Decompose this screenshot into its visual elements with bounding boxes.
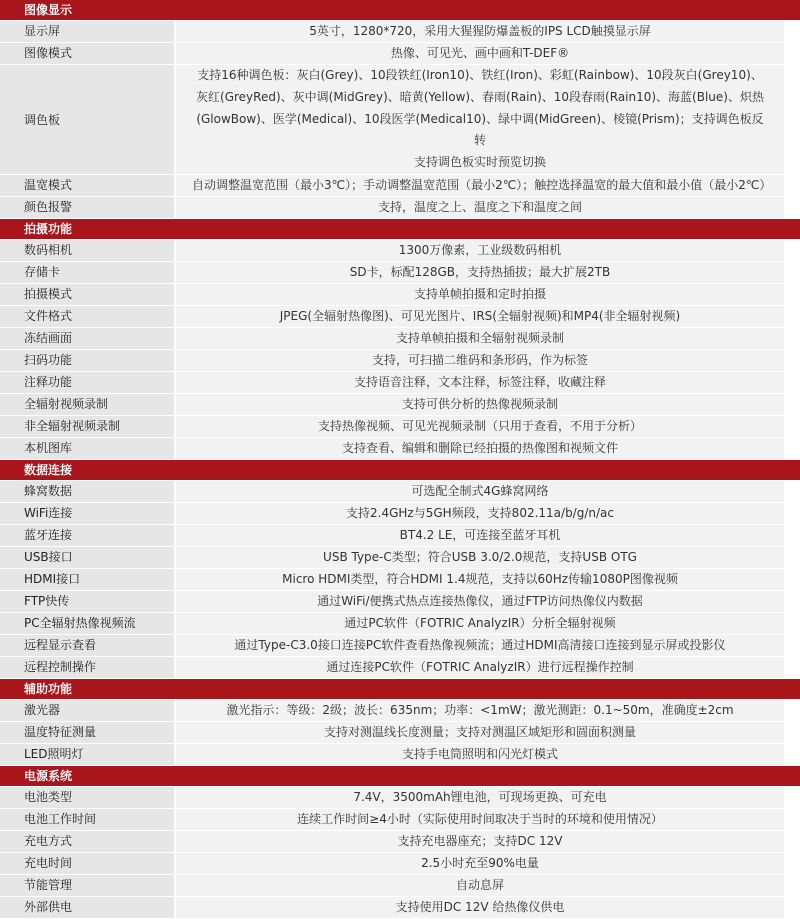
spec-value: SD卡，标配128GB，支持热插拔；最大扩展2TB [176, 262, 800, 283]
spec-row [0, 744, 800, 766]
spec-row [0, 875, 800, 897]
spec-value: 通过PC软件（FOTRIC AnalyzIR）分析全辐射视频 [176, 613, 800, 634]
spec-value: 支持单帧拍摄和定时拍摄 [176, 284, 800, 305]
spec-row [0, 635, 800, 657]
spec-row [0, 853, 800, 875]
spec-row [0, 21, 800, 43]
section-header: 数据连接 [0, 460, 800, 481]
spec-row [0, 350, 800, 372]
spec-row [0, 328, 800, 350]
spec-label: 蜂窝数据 [0, 481, 176, 502]
spec-row [0, 43, 800, 65]
spec-value: 支持单帧拍摄和全辐射视频录制 [176, 328, 800, 349]
spec-label: 注释功能 [0, 372, 176, 393]
spec-row [0, 262, 800, 284]
spec-row [0, 525, 800, 547]
spec-value: 自动调整温宽范围（最小3℃）；手动调整温宽范围（最小2℃）；触控选择温宽的最大值和最小值（最小2℃） [176, 175, 800, 196]
spec-row [0, 416, 800, 438]
spec-row [0, 175, 800, 197]
spec-label: 存储卡 [0, 262, 176, 283]
spec-label: 拍摄模式 [0, 284, 176, 305]
spec-value: 支持可供分析的热像视频录制 [176, 394, 800, 415]
spec-label: 冻结画面 [0, 328, 176, 349]
spec-value: 通过Type-C3.0接口连接PC软件查看热像视频流；通过HDMI高清接口连接到显示屏或投影仪 [176, 635, 800, 656]
spec-value: 2.5小时充至90%电量 [176, 853, 800, 874]
spec-label: FTP快传 [0, 591, 176, 612]
spec-row [0, 197, 800, 219]
spec-value: 支持充电器座充；支持DC 12V [176, 831, 800, 852]
spec-row [0, 240, 800, 262]
section-header: 辅助功能 [0, 679, 800, 700]
spec-value: JPEG(全辐射热像图)、可见光图片、IRS(全辐射视频)和MP4(非全辐射视频) [176, 306, 800, 327]
spec-value: 热像、可见光、画中画和T-DEF® [176, 43, 800, 64]
spec-value: 支持使用DC 12V 给热像仪供电 [176, 897, 800, 918]
spec-value: 通过连接PC软件（FOTRIC AnalyzIR）进行远程操作控制 [176, 657, 800, 678]
spec-value: 连续工作时间≥4小时（实际使用时间取决于当时的环境和使用情况） [176, 809, 800, 830]
spec-label: 节能管理 [0, 875, 176, 896]
spec-row [0, 722, 800, 744]
spec-value: 支持手电筒照明和闪光灯模式 [176, 744, 800, 765]
spec-row [0, 481, 800, 503]
spec-row [0, 787, 800, 809]
spec-label: 全辐射视频录制 [0, 394, 176, 415]
spec-value: Micro HDMI类型，符合HDMI 1.4规范，支持以60Hz传输1080P图像视频 [176, 569, 800, 590]
spec-label: 外部供电 [0, 897, 176, 918]
spec-value: 自动息屏 [176, 875, 800, 896]
section-header: 电源系统 [0, 766, 800, 787]
spec-label: PC全辐射热像视频流 [0, 613, 176, 634]
spec-label: 数码相机 [0, 240, 176, 261]
spec-value: 激光指示：等级：2级；波长：635nm；功率：<1mW；激光测距：0.1~50m，准确度±2cm [176, 700, 800, 721]
spec-label: 温宽模式 [0, 175, 176, 196]
spec-label: USB接口 [0, 547, 176, 568]
spec-row [0, 284, 800, 306]
spec-label: 远程控制操作 [0, 657, 176, 678]
spec-row [0, 809, 800, 831]
spec-row [0, 503, 800, 525]
spec-label: 文件格式 [0, 306, 176, 327]
spec-value: USB Type-C类型；符合USB 3.0/2.0规范，支持USB OTG [176, 547, 800, 568]
spec-label: 非全辐射视频录制 [0, 416, 176, 437]
spec-label: 颜色报警 [0, 197, 176, 218]
spec-label: 充电时间 [0, 853, 176, 874]
spec-label: 显示屏 [0, 21, 176, 42]
spec-label: 本机图库 [0, 438, 176, 459]
spec-label: LED照明灯 [0, 744, 176, 765]
spec-value: 支持，温度之上、温度之下和温度之间 [176, 197, 800, 218]
spec-row [0, 700, 800, 722]
spec-value: 支持热像视频、可见光视频录制（只用于查看，不用于分析） [176, 416, 800, 437]
spec-value: 5英寸，1280*720，采用大猩猩防爆盖板的IPS LCD触摸显示屏 [176, 21, 800, 42]
spec-row [0, 897, 800, 919]
spec-value: 可选配全制式4G蜂窝网络 [176, 481, 800, 502]
spec-label: 电池工作时间 [0, 809, 176, 830]
spec-label: WiFi连接 [0, 503, 176, 524]
spec-label: 激光器 [0, 700, 176, 721]
spec-row [0, 569, 800, 591]
section-header: 拍摄功能 [0, 219, 800, 240]
spec-value: 7.4V，3500mAh锂电池，可现场更换、可充电 [176, 787, 800, 808]
spec-label: 电池类型 [0, 787, 176, 808]
spec-row [0, 591, 800, 613]
spec-value: BT4.2 LE，可连接至蓝牙耳机 [176, 525, 800, 546]
spec-row [0, 306, 800, 328]
spec-value: 通过WiFi/便携式热点连接热像仪，通过FTP访问热像仪内数据 [176, 591, 800, 612]
section-header: 图像显示 [0, 0, 800, 21]
spec-value: 支持对测温线长度测量；支持对测温区域矩形和圆面积测量 [176, 722, 800, 743]
spec-row [0, 372, 800, 394]
spec-row [0, 394, 800, 416]
spec-row [0, 831, 800, 853]
spec-label: 扫码功能 [0, 350, 176, 371]
spec-row [0, 438, 800, 460]
spec-label: 充电方式 [0, 831, 176, 852]
spec-label: 温度特征测量 [0, 722, 176, 743]
spec-value: 支持2.4GHz与5GH频段，支持802.11a/b/g/n/ac [176, 503, 800, 524]
spec-value: 支持语音注释，文本注释，标签注释，收藏注释 [176, 372, 800, 393]
spec-value: 支持16种调色板：灰白(Grey)、10段铁红(Iron10)、铁红(Iron)、彩虹(Rainbow)、10段灰白(Grey10)、灰红(GreyRed)、灰中调(MidGrey)、暗黄(Yellow)、春雨(Rain)、10段春雨(Rain10)、海蓝(Blue)、炽热(GlowBow)、医学(Medical)、10段医学(Medical10)、绿中调(MidGreen)、棱镜(Prism)；支持调色板反转 支持调色板实时预览切换 [176, 65, 800, 174]
spec-row [0, 547, 800, 569]
spec-label: 蓝牙连接 [0, 525, 176, 546]
spec-label: HDMI接口 [0, 569, 176, 590]
spec-value: 支持，可扫描二维码和条形码，作为标签 [176, 350, 800, 371]
spec-row [0, 65, 800, 175]
spec-label: 远程显示查看 [0, 635, 176, 656]
spec-label: 调色板 [0, 65, 176, 174]
spec-label: 图像模式 [0, 43, 176, 64]
spec-row [0, 613, 800, 635]
spec-value: 1300万像素，工业级数码相机 [176, 240, 800, 261]
spec-value: 支持查看、编辑和删除已经拍摄的热像图和视频文件 [176, 438, 800, 459]
spec-row [0, 657, 800, 679]
